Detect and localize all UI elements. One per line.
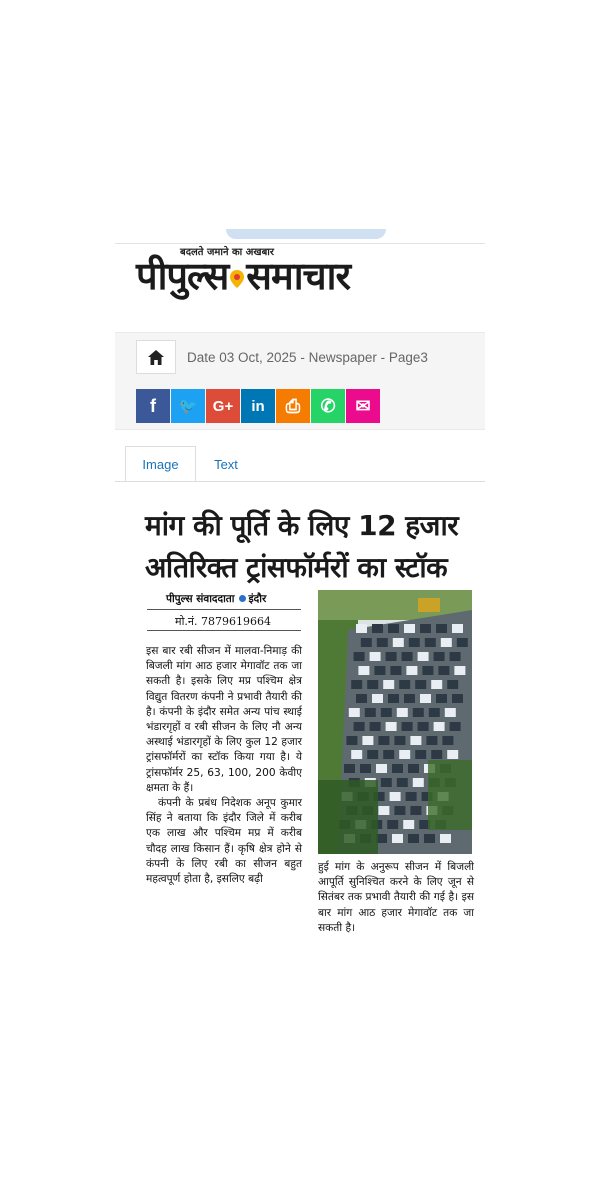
twitter-icon: 🐦 — [178, 398, 198, 415]
issue-dateline: Date 03 Oct, 2025 - Newspaper - Page3 — [187, 350, 428, 365]
transformer-unit — [418, 652, 429, 661]
headline-line-2: अतिरिक्त ट्रांसफॉर्मरों का स्टॉक — [145, 551, 448, 584]
transformer-unit — [410, 736, 421, 745]
article-byline — [166, 592, 266, 606]
transformer-unit — [431, 680, 442, 689]
transformer-unit — [442, 736, 453, 745]
transformer-unit — [404, 624, 415, 633]
article-photo-transformers — [318, 590, 472, 854]
email-share-button[interactable] — [346, 389, 380, 423]
transformer-unit — [404, 694, 415, 703]
location-pin-icon — [230, 270, 244, 288]
home-icon — [148, 350, 164, 365]
home-button[interactable] — [136, 340, 176, 374]
transformer-unit — [354, 652, 365, 661]
transformer-unit — [372, 624, 383, 633]
transformer-unit — [383, 680, 394, 689]
transformer-unit — [386, 722, 397, 731]
header-divider — [115, 243, 485, 244]
transformer-unit — [447, 750, 458, 759]
transformer-unit — [436, 624, 447, 633]
transformer-unit — [367, 680, 378, 689]
transformer-unit — [388, 624, 399, 633]
transformer-unit — [388, 694, 399, 703]
transformer-unit — [441, 638, 452, 647]
newspaper-logo — [136, 254, 350, 298]
google-plus-icon: G+ — [212, 397, 234, 415]
transformer-unit — [415, 750, 426, 759]
transformer-unit — [390, 792, 401, 801]
newspaper-tagline: बदलते जमाने का अखबार — [180, 247, 274, 258]
transformer-unit — [360, 764, 371, 773]
transformer-unit — [349, 708, 360, 717]
transformer-unit — [374, 666, 385, 675]
transformer-unit — [434, 722, 445, 731]
paragraph-1: इस बार रबी सीजन में मालवा-निमाड़ की बिजली मांग आठ हजार मेगावॉट तक जा सकती है। इसके लिए मप्र पश्चिम क्षेत्र विद्युत वितरण कंपनी ने प्रभावी तैयारी की है। कंपनी के इंदौर समेत अन्य पांच स्थाई भंडारगृहों व रबी सीजन के लिए नौ अन्य अस्थाई भंडारगृहों के लिए कुल 12 हजार ट्रांसफॉर्मरों का स्टॉक किया गया है। ये ट्रांसफॉर्मर 25, 63, 100, 200 केवीए क्षमता के हैं। — [146, 645, 302, 794]
transformer-unit — [429, 708, 440, 717]
transformer-unit — [392, 834, 403, 843]
transformer-unit — [450, 722, 461, 731]
transformer-unit — [381, 708, 392, 717]
transformer-unit — [392, 764, 403, 773]
reporter-phone: मो.नं. 7879619664 — [175, 615, 272, 628]
transformer-unit — [370, 722, 381, 731]
article-column-2: हुई मांग के अनुरूप सीजन में बिजली आपूर्ति सुनिश्चित करने के लिए जून से सितंबर तक प्रभावी तैयारी की गई है। इस बार मांग आठ हजार मेगावॉट तक जा सकती है। — [318, 861, 474, 934]
transformer-unit — [418, 722, 429, 731]
transformer-unit — [378, 736, 389, 745]
byline-author: पीपुल्स संवाददाता — [166, 593, 235, 605]
transformer-unit — [413, 778, 424, 787]
transformer-unit — [376, 764, 387, 773]
transformer-unit — [399, 680, 410, 689]
transformer-unit — [406, 792, 417, 801]
transformer-unit — [351, 680, 362, 689]
transformer-unit — [370, 652, 381, 661]
transformer-unit — [426, 736, 437, 745]
transformer-unit — [408, 834, 419, 843]
transformer-unit — [372, 694, 383, 703]
google-plus-share-button[interactable] — [206, 389, 240, 423]
transformer-unit — [420, 694, 431, 703]
whatsapp-share-button[interactable] — [311, 389, 345, 423]
transformer-unit — [393, 638, 404, 647]
transformer-unit — [394, 806, 405, 815]
transformer-unit — [367, 750, 378, 759]
facebook-icon: f — [150, 395, 156, 416]
byline-city: इंदौर — [248, 593, 267, 605]
transformer-unit — [390, 666, 401, 675]
transformer-unit — [394, 736, 405, 745]
transformer-unit — [452, 624, 463, 633]
transformer-unit — [354, 722, 365, 731]
tabs-divider — [115, 481, 485, 482]
transformer-unit — [438, 666, 449, 675]
transformer-unit — [440, 834, 451, 843]
transformer-yard-image — [318, 590, 472, 854]
transformer-unit — [425, 638, 436, 647]
transformer-unit — [362, 736, 373, 745]
print-icon: ⎙ — [285, 395, 301, 416]
transformer-unit — [365, 708, 376, 717]
transformer-unit — [402, 722, 413, 731]
transformer-unit — [381, 778, 392, 787]
transformer-unit — [344, 764, 355, 773]
transformer-unit — [408, 764, 419, 773]
transformer-unit — [397, 708, 408, 717]
transformer-unit — [445, 708, 456, 717]
transformer-unit — [434, 652, 445, 661]
transformer-unit — [424, 834, 435, 843]
logo-text-left: पीपुल्स — [136, 254, 229, 298]
tab-image[interactable]: Image — [125, 446, 196, 482]
facebook-share-button[interactable] — [136, 389, 170, 423]
transformer-unit — [361, 638, 372, 647]
transformer-unit — [454, 666, 465, 675]
transformer-unit — [402, 652, 413, 661]
transformer-unit — [397, 778, 408, 787]
twitter-share-button[interactable] — [171, 389, 205, 423]
transformer-unit — [383, 750, 394, 759]
transformer-unit — [356, 694, 367, 703]
paragraph-2: कंपनी के प्रबंध निदेशक अनूप कुमार सिंह ने बताया कि इंदौर जिले में करीब एक लाख और पश्चिम मप्र में करीब चौदह लाख किसान हैं। कृषि क्षेत्र होने से कंपनी के लिए रबी का सीजन बहुत महत्वपूर्ण होता है, इसलिए बढ़ी — [146, 797, 302, 886]
transformer-unit — [415, 680, 426, 689]
transformer-unit — [386, 652, 397, 661]
transformer-unit — [450, 652, 461, 661]
top-decoration — [226, 229, 386, 239]
article-column-1 — [146, 644, 302, 887]
transformer-unit — [377, 638, 388, 647]
transformer-unit — [351, 750, 362, 759]
byline-dot-icon — [239, 595, 246, 602]
transformer-unit — [420, 624, 431, 633]
transformer-unit — [409, 638, 420, 647]
phone-rule — [147, 630, 301, 631]
transformer-unit — [436, 694, 447, 703]
transformer-unit — [387, 820, 398, 829]
linkedin-share-button[interactable] — [241, 389, 275, 423]
whatsapp-icon: ✆ — [320, 395, 336, 416]
transformer-unit — [431, 750, 442, 759]
transformer-unit — [346, 736, 357, 745]
transformer-unit — [403, 820, 414, 829]
tab-text[interactable]: Text — [214, 456, 238, 472]
logo-text-right: समाचार — [246, 254, 351, 298]
transformer-unit — [457, 638, 468, 647]
transformer-unit — [413, 708, 424, 717]
transformer-unit — [452, 694, 463, 703]
transformer-unit — [447, 680, 458, 689]
linkedin-icon: in — [251, 397, 265, 415]
transformer-unit — [356, 624, 367, 633]
transformer-unit — [358, 666, 369, 675]
transformer-unit — [410, 806, 421, 815]
print-button[interactable] — [276, 389, 310, 423]
transformer-unit — [399, 750, 410, 759]
article-headline — [145, 505, 458, 589]
email-icon: ✉ — [355, 395, 371, 416]
transformer-unit — [422, 666, 433, 675]
byline-rule — [147, 609, 301, 610]
transformer-unit — [378, 806, 389, 815]
headline-line-1: मांग की पूर्ति के लिए 12 हजार — [145, 509, 459, 542]
transformer-unit — [406, 666, 417, 675]
